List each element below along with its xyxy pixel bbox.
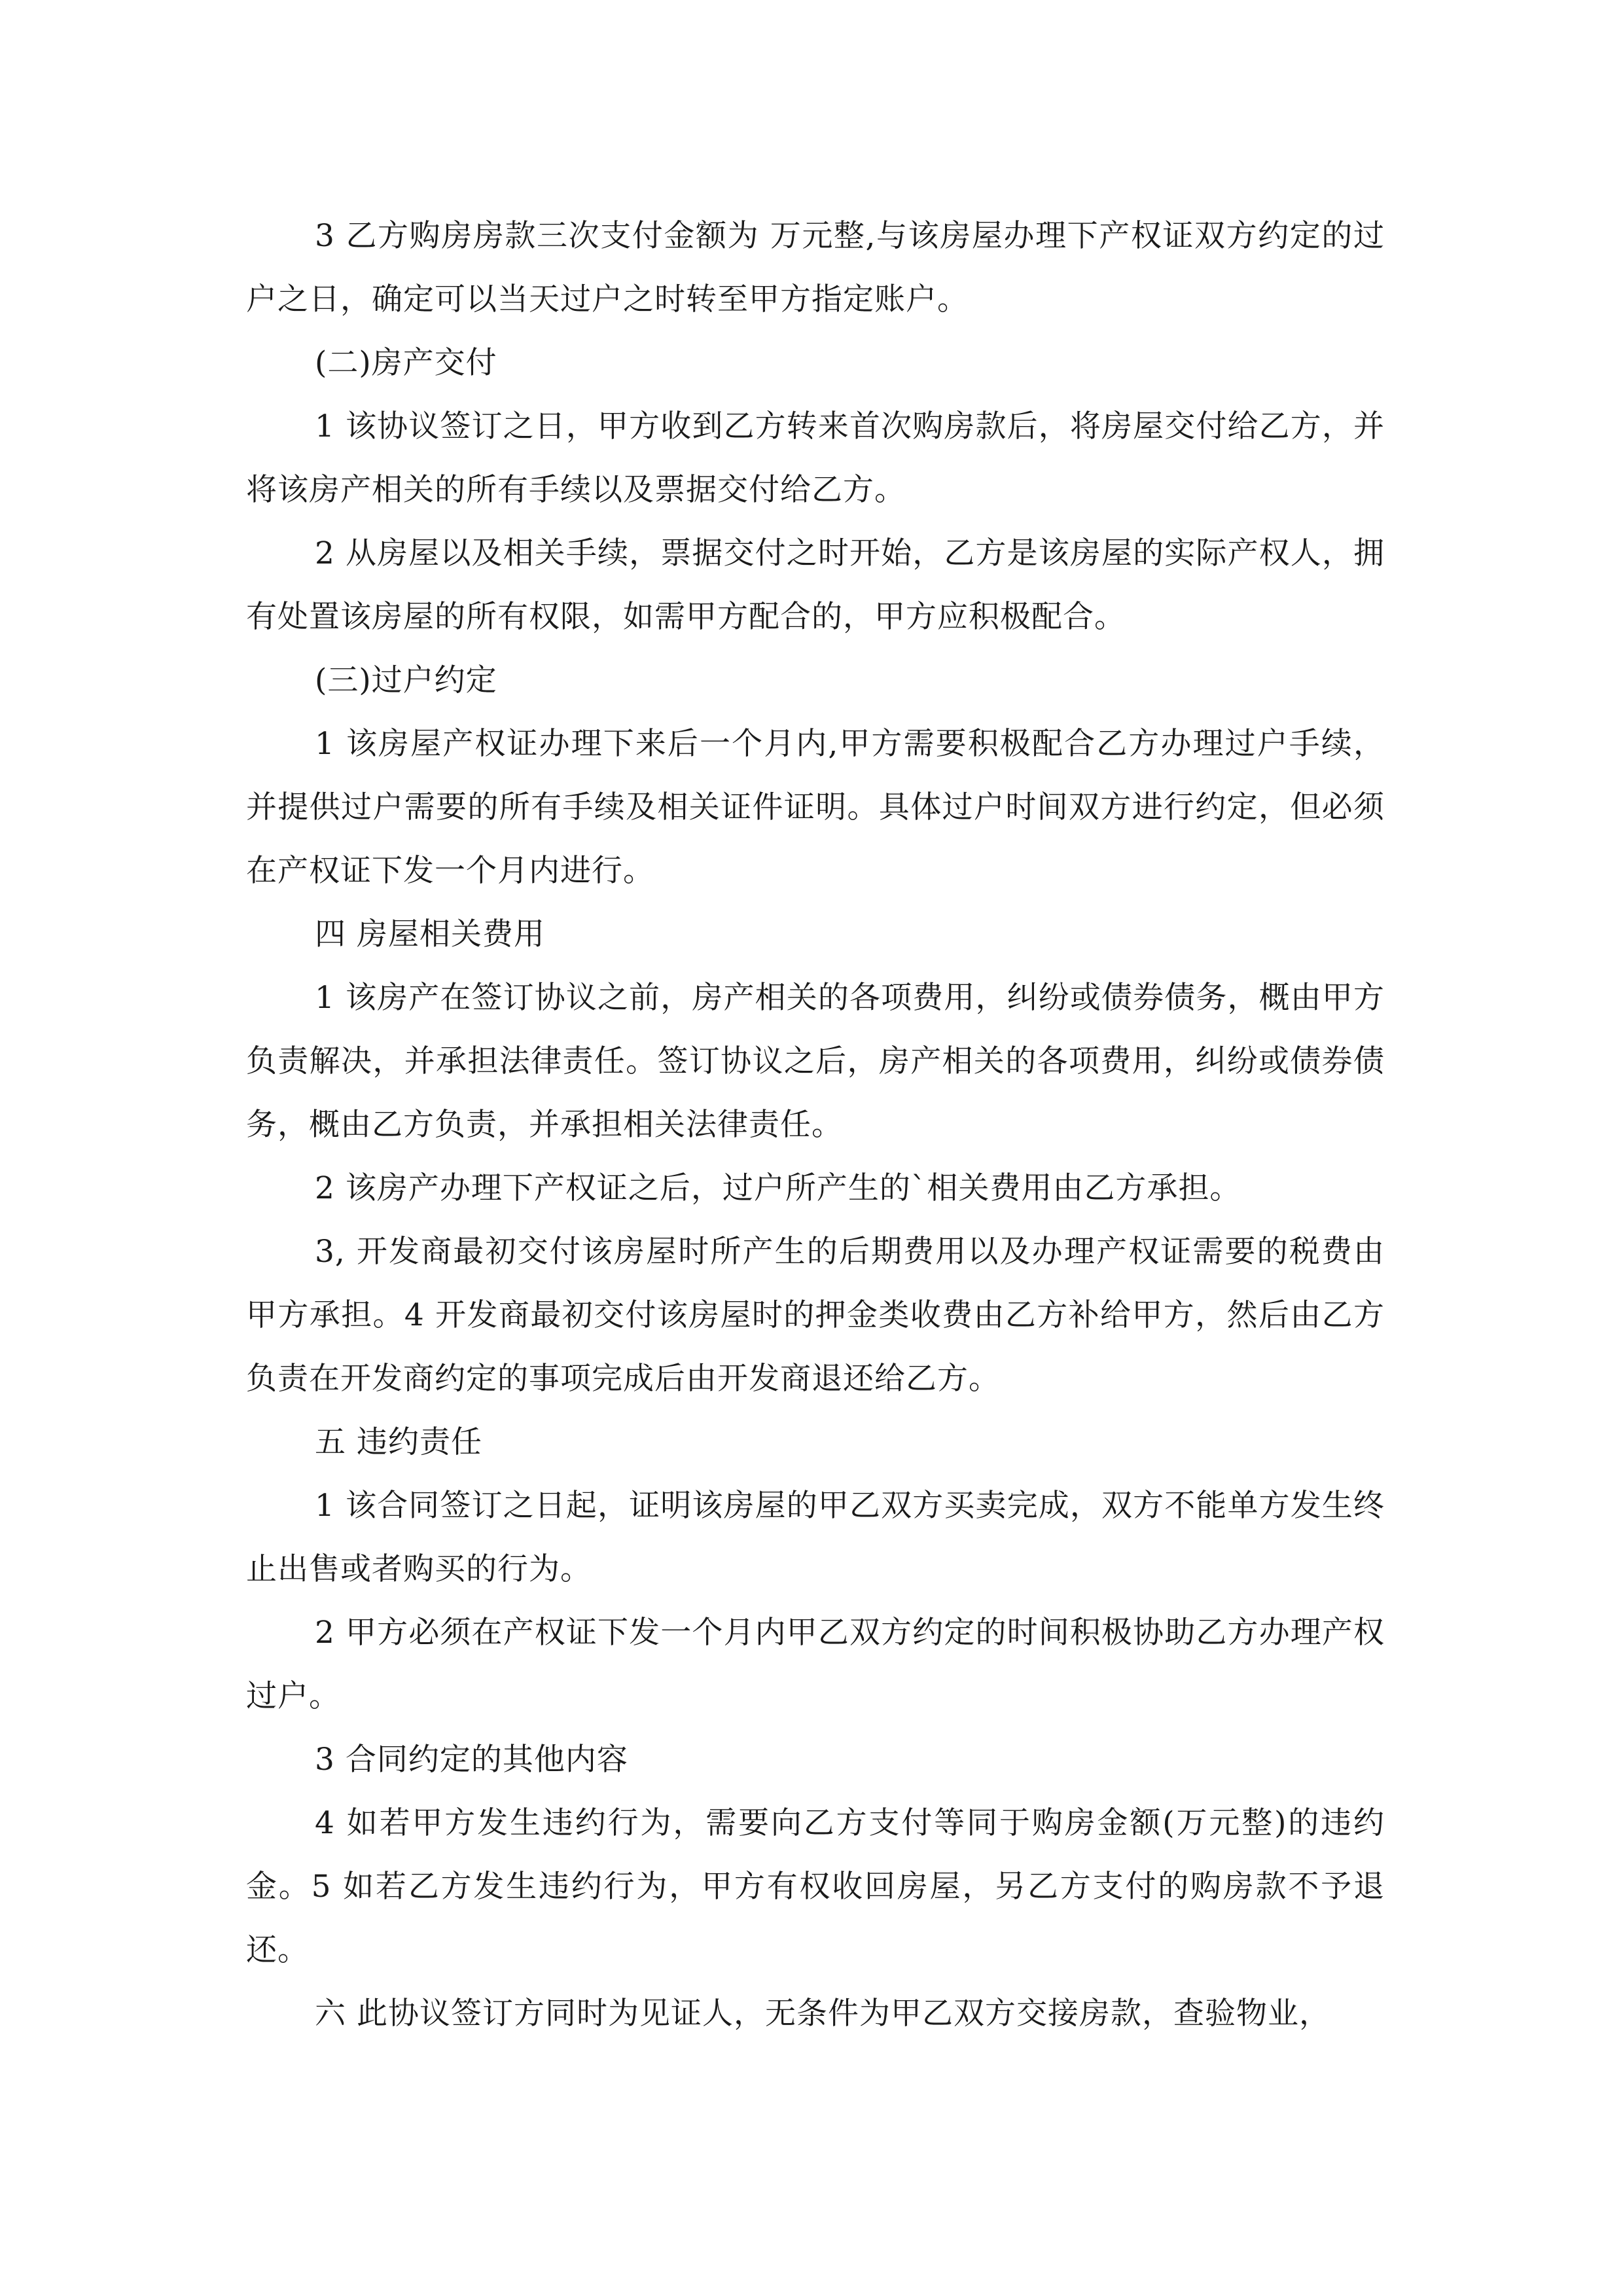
paragraph-breach-4-5: 4 如若甲方发生违约行为，需要向乙方支付等同于购房金额(万元整)的违约金。5 如若乙方发生违约行为，甲方有权收回房屋，另乙方支付的购房款不予退还。 (246, 1805, 1385, 1968)
paragraph-breach-3: 3 合同约定的其他内容 (315, 1742, 628, 1778)
section-heading-fees: 四 房屋相关费用 (315, 916, 545, 952)
paragraph-delivery-2: 2 从房屋以及相关手续，票据交付之时开始，乙方是该房屋的实际产权人，拥有处置该房屋的所有权限，如需甲方配合的，甲方应积极配合。 (246, 535, 1385, 635)
section-heading-delivery: (二)房产交付 (315, 345, 497, 381)
paragraph-breach-1: 1 该合同签订之日起，证明该房屋的甲乙双方买卖完成，双方不能单方发生终止出售或者购买的行为。 (246, 1488, 1385, 1587)
section-heading-transfer: (三)过户约定 (315, 662, 497, 698)
section-heading-breach: 五 违约责任 (315, 1424, 482, 1460)
paragraph-fees-1: 1 该房产在签订协议之前，房产相关的各项费用，纠纷或债券债务，概由甲方负责解决，并承担法律责任。签订协议之后，房产相关的各项费用，纠纷或债券债务，概由乙方负责，并承担相关法律责任。 (246, 980, 1385, 1143)
paragraph-transfer-1: 1 该房屋产权证办理下来后一个月内,甲方需要积极配合乙方办理过户手续，并提供过户需要的所有手续及相关证件证明。具体过户时间双方进行约定，但必须在产权证下发一个月内进行。 (246, 726, 1385, 889)
document-body (246, 204, 1385, 2045)
paragraph-delivery-1: 1 该协议签订之日，甲方收到乙方转来首次购房款后，将房屋交付给乙方，并将该房产相关的所有手续以及票据交付给乙方。 (246, 408, 1385, 508)
paragraph-payment-3: 3 乙方购房房款三次支付金额为 万元整,与该房屋办理下产权证双方约定的过户之日，确定可以当天过户之时转至甲方指定账户。 (246, 218, 1385, 317)
section-heading-witness: 六 此协议签订方同时为见证人，无条件为甲乙双方交接房款，查验物业， (315, 1996, 1330, 2032)
paragraph-fees-2: 2 该房产办理下产权证之后，过户所产生的`相关费用由乙方承担。 (315, 1170, 1241, 1206)
paragraph-breach-2: 2 甲方必须在产权证下发一个月内甲乙双方约定的时间积极协助乙方办理产权过户。 (246, 1615, 1385, 1714)
paragraph-fees-3-4: 3, 开发商最初交付该房屋时所产生的后期费用以及办理产权证需要的税费由甲方承担。4 开发商最初交付该房屋时的押金类收费由乙方补给甲方，然后由乙方负责在开发商约定的事项完成后由开发商退还给乙方。 (246, 1234, 1385, 1397)
